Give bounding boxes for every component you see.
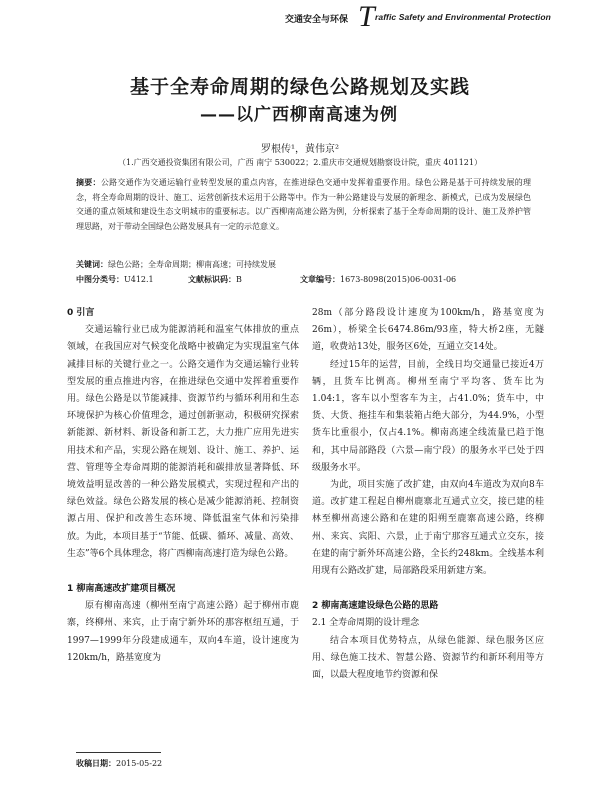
section2-heading: 2 柳南高速建设绿色公路的思路 bbox=[312, 601, 439, 612]
article-label: 文章编号： bbox=[300, 275, 340, 284]
received-value: 2015-05-22 bbox=[116, 759, 163, 768]
right-paragraph-2: 经过15年的运营，目前，全线日均交通量已接近4万辆，且货车比例高。柳州至南宁平均客、货车比为1.04:1，客车以小型客车为主，占41.0%；货车中，中货、大货、拖挂车和集装箱占绝大部分，为44.9%，小型货车比重很小，仅占4.1%。柳南高速全线流量已趋于饱和，其中局部路段（六景—南宁段）的服务水平已处于四级服务水平。 bbox=[312, 359, 544, 473]
abstract-text: 公路交通作为交通运输行业转型发展的重点内容，在推进绿色交通中发挥着重要作用。绿色公路是基于可持续发展的理念，将全寿命周期的设计、施工、运营创新技术运用于公路等中。作为一种公路建设与发展的新理念、新模式，已成为发展绿色交通的重点领域和建设生态文明城市的重要标志。以广西柳南高速公路为例，分析探索了基于全寿命周期的设计、施工及养护管理思路，对于带动全国绿色公路发展具有一定的示范意义。 bbox=[76, 178, 532, 231]
journal-initial-letter: T bbox=[358, 0, 375, 33]
affiliation: （1.广西交通投资集团有限公司，广西 南宁 530022；2.重庆市交通规划勘察设计院，重庆 401121） bbox=[118, 158, 482, 167]
abstract bbox=[76, 176, 531, 234]
document-code bbox=[188, 274, 242, 285]
received-label: 收稿日期： bbox=[76, 759, 116, 768]
received-date bbox=[76, 758, 162, 769]
section1-heading: 1 柳南高速改扩建项目概况 bbox=[67, 584, 176, 595]
keywords-text: 绿色公路；全寿命周期；柳南高速；可持续发展 bbox=[108, 260, 276, 269]
journal-name-en: raffic Safety and Environmental Protection bbox=[375, 12, 551, 22]
journal-header bbox=[0, 0, 600, 33]
footnote-rule bbox=[76, 752, 161, 753]
article-value: 1673-8098(2015)06-0031-06 bbox=[340, 275, 457, 284]
clc-number bbox=[76, 274, 154, 285]
paper-title: 基于全寿命周期的绿色公路规划及实践 bbox=[129, 76, 470, 98]
right-column bbox=[312, 305, 544, 684]
keywords-label: 关键词： bbox=[76, 260, 108, 269]
right-paragraph-3: 为此，项目实施了改扩建，由双向4车道改为双向8车道。改扩建工程起自柳州鹿寨北互通式立交，接已建的桂林至柳州高速公路和在建的阳朔至鹿寨高速公路，终柳州、来宾、宾阳、六景，止于南宁那容互通式立交东，接在建的南宁新外环高速公路，全长约248km。全线基本利用现有公路改扩建，局部路段采用新建方案。 bbox=[312, 480, 544, 577]
intro-paragraph: 交通运输行业已成为能源消耗和温室气体排放的重点领域，在我国应对气候变化战略中被确定为实现温室气体减排目标的关键行业之一。公路交通作为交通运输行业转型发展的重点推进内容，在推进绿色交通中发挥着重要作用。绿色公路是以节能减排、资源节约与循环利用和生态环境保护为核心价值理念，通过创新驱动，积极研究探索新能源、新材料、新设备和新工艺，大力推广应用先进实用技术和产品，实现公路在规划、设计、施工、养护、运营、管理等全寿命周期的能源消耗和碳排放显著降低、环境效益明显改善的一种公路发展模式，实现过程和产出的绿色效益。绿色公路发展的核心是减少能源消耗、控制资源占用、保护和改善生态环境、降低温室气体和污染排放。为此，本项目基于“节能、低碳、循环、减量、高效、生态”等6个具体理念，将广西柳南高速打造为绿色公路。 bbox=[67, 325, 299, 559]
left-column bbox=[67, 305, 299, 667]
right-paragraph-1: 28m（部分路段设计速度为100km/h，路基宽度为26m），桥梁全长6474.86m/93座，特大桥2座，无隧道，收费站13处，服务区6处，互通立交14处。 bbox=[312, 308, 544, 353]
journal-name-cn: 交通安全与环保 bbox=[285, 15, 349, 25]
clc-value: U412.1 bbox=[124, 275, 154, 284]
doc-label: 文献标识码： bbox=[188, 275, 236, 284]
section1-paragraph: 原有柳南高速（柳州至南宁高速公路）起于柳州市鹿寨，终柳州、来宾，止于南宁新外环的那容枢纽互通，于1997—1999年分段建成通车，双向4车道，设计速度为120km/h，路基宽度为 bbox=[67, 601, 299, 663]
abstract-label: 摘要： bbox=[76, 178, 101, 187]
right-paragraph-4: 结合本项目优势特点，从绿色能源、绿色服务区应用、绿色施工技术、智慧公路、资源节约和新环利用等方面，以最大程度地节约资源和保 bbox=[312, 635, 544, 681]
clc-label: 中图分类号： bbox=[76, 275, 124, 284]
authors: 罗根传¹，黄伟京² bbox=[260, 144, 340, 155]
keywords bbox=[76, 259, 531, 270]
section21-heading: 2.1 全寿命周期的设计理念 bbox=[312, 618, 420, 629]
paper-subtitle: ——以广西柳南高速为例 bbox=[200, 105, 398, 125]
article-number bbox=[300, 274, 456, 285]
intro-heading: 0 引言 bbox=[67, 308, 95, 318]
doc-value: B bbox=[236, 275, 242, 284]
